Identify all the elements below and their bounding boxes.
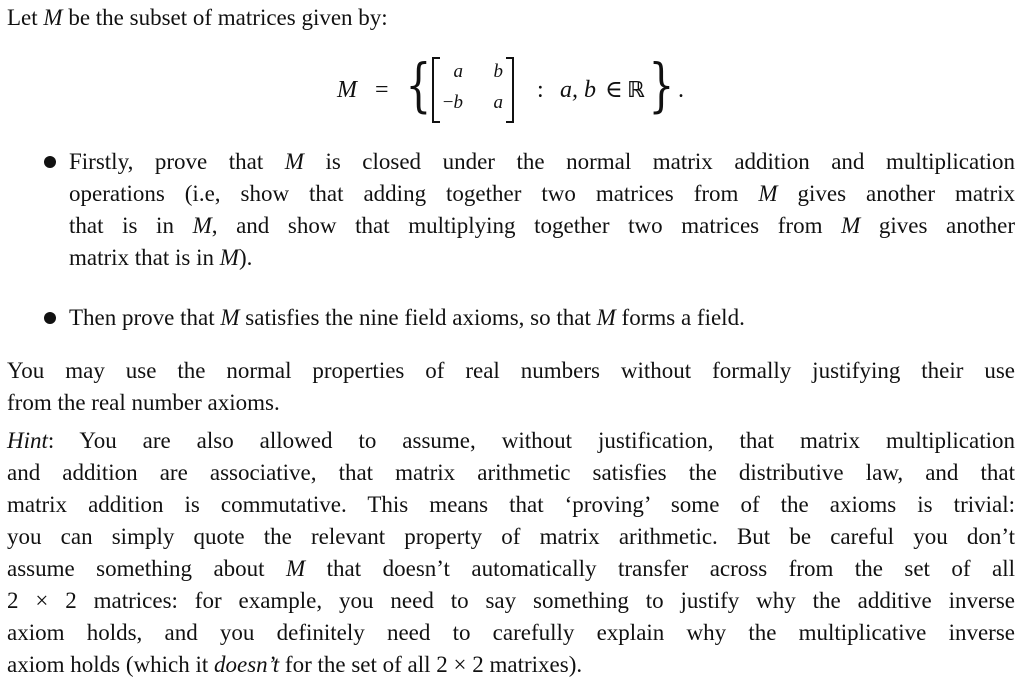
display-period: . [678, 77, 684, 103]
matrix-cell-minus-b21: −b [442, 92, 463, 113]
intro-text-2: be the subset of matrices given by: [62, 5, 388, 30]
bullet-2-dot [44, 312, 56, 324]
hint-line-4: you can simply quote the relevant property of matrix arithmetic. But be careful you don’t [7, 524, 1015, 549]
right-brace: } [648, 51, 675, 119]
hint-line-5: assume something about M that doesn’t automatically transfer across from the set of all [7, 556, 1015, 581]
bullet-2-line-1: Then prove that M satisfies the nine field axioms, so that M forms a field. [69, 305, 745, 330]
hint-line-6: 2 × 2 matrices: for example, you need to say something to justify why the additive inverse [7, 588, 1015, 613]
intro-text-1: Let [7, 5, 44, 30]
bullet-1-line-2: operations (i.e, show that adding together two matrices from M gives another matrix [69, 181, 1015, 206]
display-colon: : [537, 77, 544, 103]
hint-line-1: Hint: You are also allowed to assume, without justification, that matrix multiplication [7, 428, 1015, 453]
hint-line-8: axiom holds (which it doesn’t for the set of all 2 × 2 matrixes). [7, 652, 583, 677]
bullet-1-line-1: Firstly, prove that M is closed under the normal matrix addition and multiplication [69, 149, 1015, 174]
intro-math-m: M [43, 5, 63, 30]
matrix-cell-b12: b [493, 61, 503, 82]
bullet-1-line-4: matrix that is in M). [69, 245, 253, 270]
real-paragraph-line-1: You may use the normal properties of real numbers without formally justifying their use [7, 358, 1015, 383]
bullet-1-line-3: that is in M, and show that multiplying together two matrices from M gives another [69, 213, 1015, 238]
matrix-right-bracket [506, 57, 514, 123]
matrix-cell-a11: a [453, 61, 463, 82]
display-reals: ℝ [627, 78, 645, 103]
bullet-1-dot [44, 156, 56, 168]
display-cond-vars: a, b [560, 77, 596, 103]
intro-line [7, 2, 1015, 34]
hint-line-7: axiom holds, and you definitely need to carefully explain why the multiplicative inverse [7, 620, 1015, 645]
display-lhs-m: M [337, 77, 357, 103]
hint-line-2: and addition are associative, that matrix arithmetic satisfies the distributive law, and that [7, 460, 1015, 485]
matrix-cell-a22: a [493, 92, 503, 113]
set-definition-display [0, 46, 1024, 136]
real-paragraph-line-2: from the real number axioms. [7, 390, 280, 415]
display-equals: = [375, 77, 389, 103]
display-element-of: ∈ [605, 77, 623, 103]
hint-line-3: matrix addition is commutative. This means that ‘proving’ some of the axioms is trivial: [7, 492, 1015, 517]
hint-label: Hint [7, 428, 48, 453]
left-brace: { [405, 51, 432, 119]
